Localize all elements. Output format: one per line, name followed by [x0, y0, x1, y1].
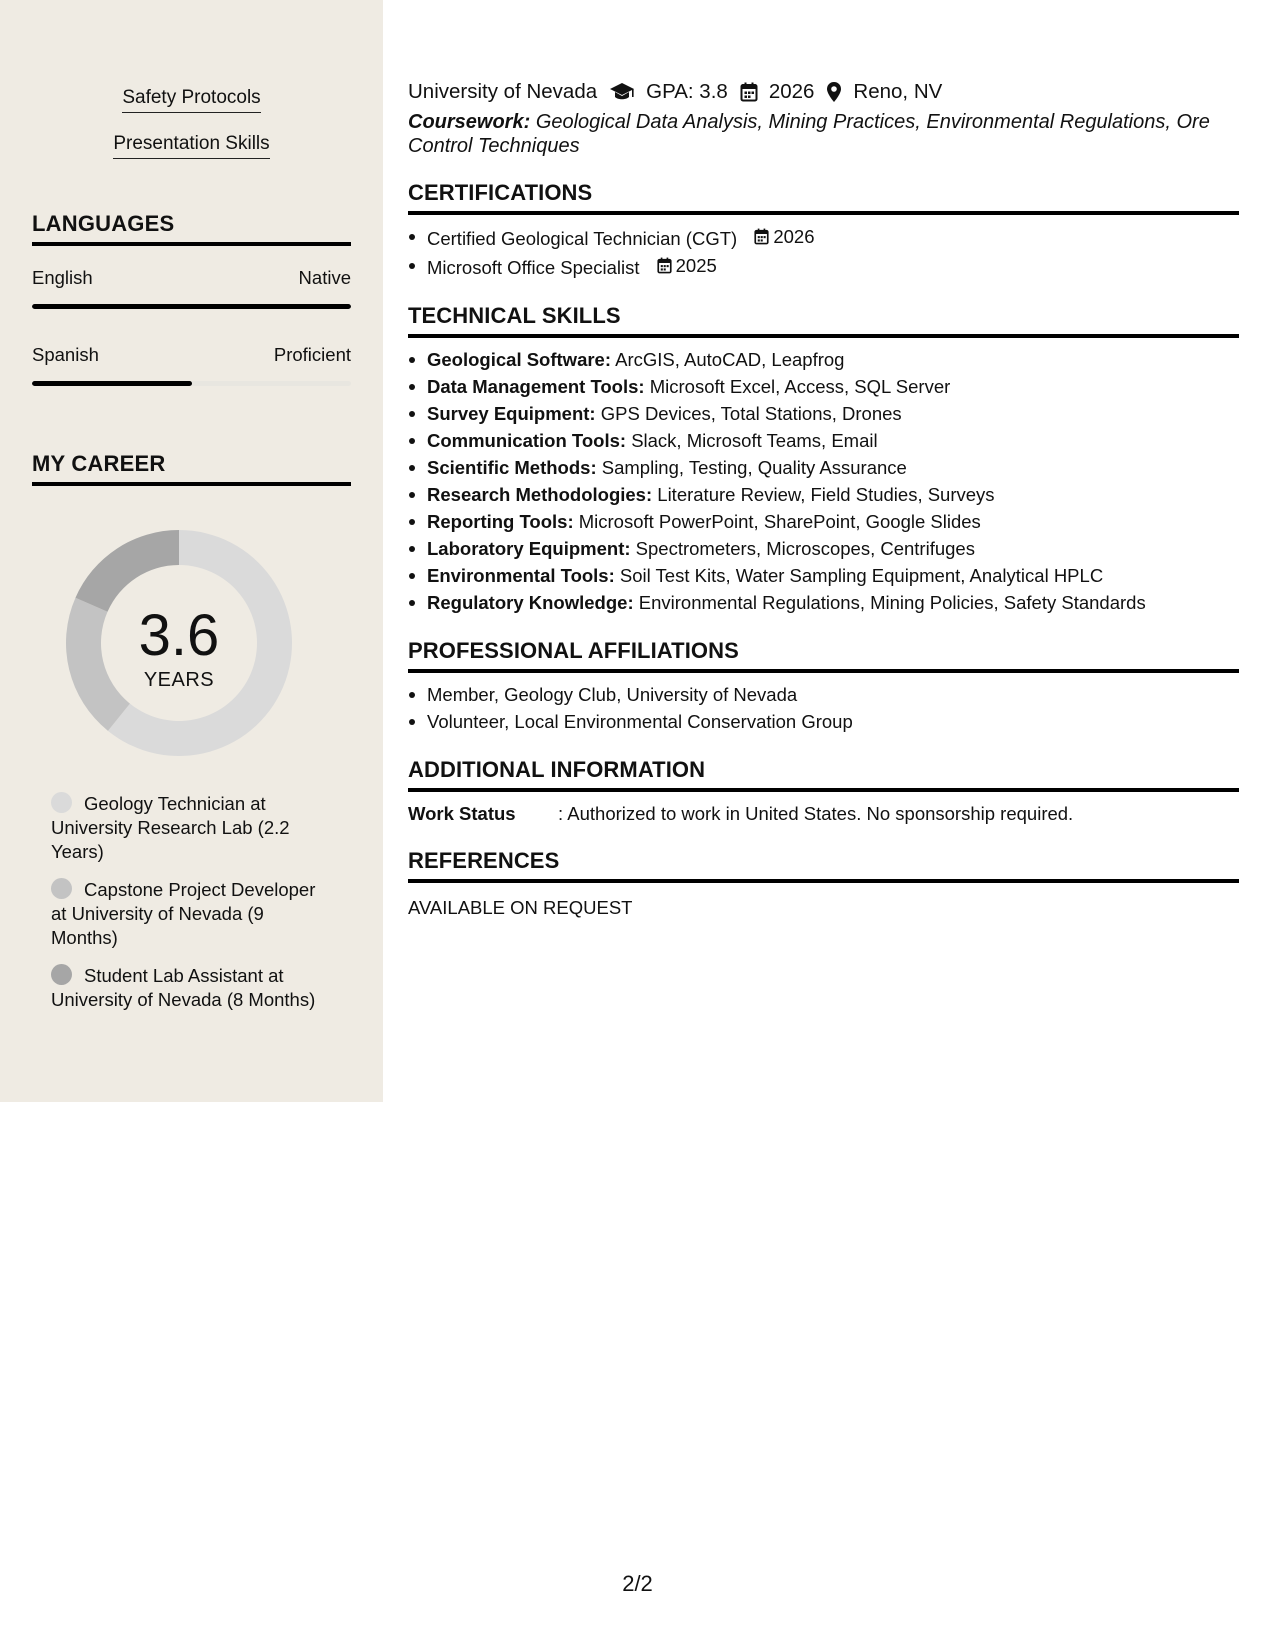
skill-label: Data Management Tools: — [427, 376, 645, 397]
career-donut-chart — [66, 530, 292, 756]
skill-item — [408, 508, 1239, 535]
page-number: 2/2 — [622, 1571, 653, 1596]
certification-date: 2025 — [675, 255, 717, 276]
skill-item — [408, 346, 1239, 373]
career-section — [32, 450, 351, 486]
skill-item — [408, 535, 1239, 562]
language-proficiency-fill — [32, 381, 192, 386]
technical-skills-heading: TECHNICAL SKILLS — [408, 302, 1239, 338]
skill-item — [408, 481, 1239, 508]
certifications-heading: CERTIFICATIONS — [408, 179, 1239, 215]
skill-item — [408, 589, 1239, 616]
legend-dot-icon — [51, 964, 72, 985]
certification-name: Microsoft Office Specialist — [427, 257, 640, 278]
affiliation-item: Member, Geology Club, University of Nevada — [408, 681, 1239, 708]
skill-value: Soil Test Kits, Water Sampling Equipment, Analytical HPLC — [619, 565, 1104, 586]
work-status-row — [408, 802, 1239, 826]
school-name: University of Nevada — [408, 80, 598, 103]
skill-label: Laboratory Equipment: — [427, 538, 631, 559]
calendar-icon — [740, 82, 758, 102]
certification-item — [408, 252, 1239, 281]
calendar-icon — [754, 228, 769, 245]
graduation-year: 2026 — [768, 80, 815, 103]
language-proficiency-bar — [32, 381, 351, 386]
skill-label: Research Methodologies: — [427, 484, 653, 505]
skill-label: Geological Software: — [427, 349, 612, 370]
career-item — [51, 878, 331, 950]
language-item — [32, 343, 351, 386]
career-heading: MY CAREER — [32, 450, 351, 486]
skill-value: Sampling, Testing, Quality Assurance — [601, 457, 907, 478]
career-total-value: 3.6 — [138, 603, 220, 668]
career-item-text: Student Lab Assistant at University of Nevada (8 Months) — [51, 965, 316, 1010]
calendar-icon — [657, 257, 672, 274]
legend-dot-icon — [51, 878, 72, 899]
skill-tag: Safety Protocols — [122, 86, 260, 113]
skill-value: ArcGIS, AutoCAD, Leapfrog — [615, 349, 845, 370]
location-pin-icon — [826, 81, 842, 103]
education-line — [408, 78, 1239, 106]
sidebar — [0, 0, 383, 1102]
language-name: English — [32, 267, 93, 288]
skill-label: Survey Equipment: — [427, 403, 596, 424]
work-status-value: : Authorized to work in United States. No sponsorship required. — [558, 803, 1074, 824]
skill-item — [408, 562, 1239, 589]
affiliations-list — [408, 681, 1239, 735]
skill-item — [408, 427, 1239, 454]
skill-item — [408, 454, 1239, 481]
certifications-list — [408, 223, 1239, 281]
skill-label: Communication Tools: — [427, 430, 627, 451]
gpa: GPA: 3.8 — [646, 80, 728, 103]
skill-value: Microsoft Excel, Access, SQL Server — [649, 376, 951, 397]
language-level: Proficient — [273, 344, 351, 365]
career-total-unit: YEARS — [143, 669, 215, 691]
skill-label: Reporting Tools: — [427, 511, 574, 532]
career-item-text: Geology Technician at University Research Lab (2.2 Years) — [51, 793, 290, 862]
skill-tag: Presentation Skills — [113, 132, 269, 159]
references-text: AVAILABLE ON REQUEST — [408, 897, 633, 918]
skill-label: Regulatory Knowledge: — [427, 592, 634, 613]
skill-value: GPS Devices, Total Stations, Drones — [600, 403, 902, 424]
certification-date: 2026 — [773, 226, 815, 247]
languages-section — [32, 210, 351, 386]
references-heading: REFERENCES — [408, 847, 1239, 883]
certification-item — [408, 223, 1239, 252]
legend-dot-icon — [51, 792, 72, 813]
additional-info-heading: ADDITIONAL INFORMATION — [408, 756, 1239, 792]
work-status-label: Work Status — [408, 803, 516, 824]
main-content — [408, 78, 1239, 920]
skill-label: Environmental Tools: — [427, 565, 615, 586]
career-list — [51, 792, 331, 1026]
technical-skills-list — [408, 346, 1239, 616]
career-total — [66, 530, 292, 756]
language-proficiency-fill — [32, 304, 351, 309]
location: Reno, NV — [853, 80, 943, 103]
certification-name: Certified Geological Technician (CGT) — [427, 228, 738, 249]
affiliations-heading: PROFESSIONAL AFFILIATIONS — [408, 637, 1239, 673]
skill-value: Microsoft PowerPoint, SharePoint, Google Slides — [578, 511, 981, 532]
language-proficiency-bar — [32, 304, 351, 309]
skill-value: Spectrometers, Microscopes, Centrifuges — [635, 538, 975, 559]
language-item — [32, 266, 351, 309]
skill-value: Environmental Regulations, Mining Policies, Safety Standards — [638, 592, 1146, 613]
skill-label: Scientific Methods: — [427, 457, 597, 478]
skill-tags — [0, 0, 383, 178]
skill-item — [408, 373, 1239, 400]
coursework — [408, 110, 1239, 158]
career-item-text: Capstone Project Developer at University of Nevada (9 Months) — [51, 879, 316, 948]
skill-value: Literature Review, Field Studies, Surveys — [657, 484, 995, 505]
skill-item — [408, 400, 1239, 427]
language-level: Native — [298, 267, 351, 288]
graduation-cap-icon — [609, 82, 635, 102]
languages-heading: LANGUAGES — [32, 210, 351, 246]
language-name: Spanish — [32, 344, 99, 365]
coursework-text: Geological Data Analysis, Mining Practices, Environmental Regulations, Ore Control Techniques — [408, 111, 1210, 157]
affiliation-item: Volunteer, Local Environmental Conservation Group — [408, 708, 1239, 735]
skill-value: Slack, Microsoft Teams, Email — [631, 430, 878, 451]
career-item — [51, 792, 331, 864]
career-item — [51, 964, 331, 1012]
coursework-label: Coursework: — [408, 111, 531, 133]
